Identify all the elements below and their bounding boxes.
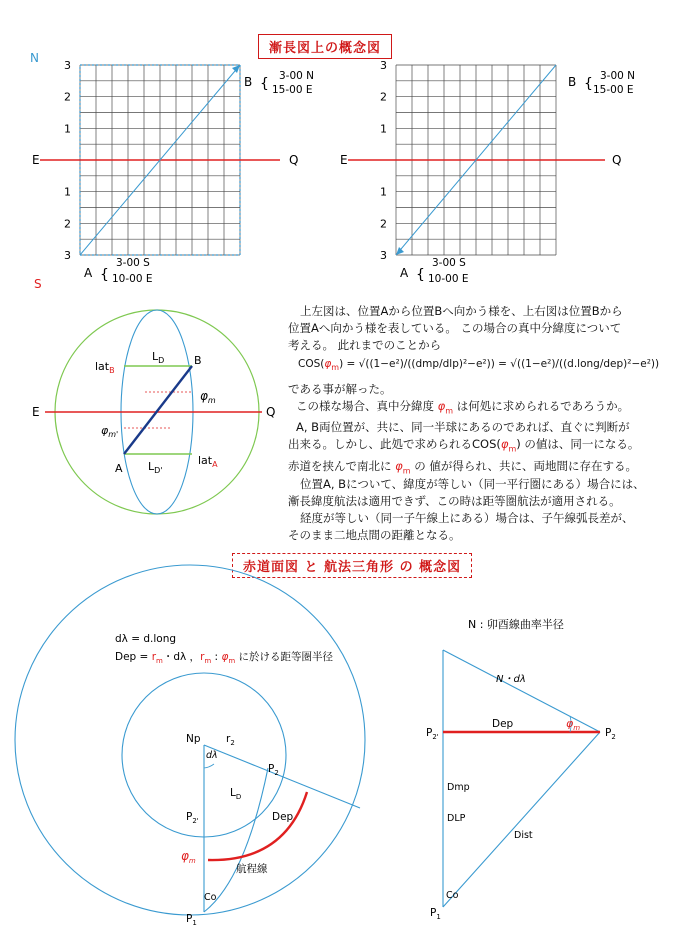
middle-title: 赤道面図 と 航法三角形 の 概念図 [232,553,472,578]
right-q-label: Q [612,153,622,167]
sphere-q-label: Q [266,405,276,419]
sphere-phi-m-prime: $\varphi_{m'}$ [101,424,119,439]
para1-line2: 位置Aへ向かう様を表している。 この場合の真中分緯度について [288,321,622,335]
para2-line2: この様な場合、真中分緯度 $\varphi_m$ は何処に求められるであろうか。 [296,399,630,416]
sphere-lat-b: lat$_B$ [95,360,115,375]
triangle-phi-label: $\varphi_m$ [566,717,581,732]
right-grid-y-tick: 3 [380,249,387,262]
para2-line1: である事が解った。 [288,382,392,396]
polar-p1-label: $P_1$ [186,913,197,927]
left-e-label: E [32,153,40,167]
polar-co-label: Co [204,892,217,903]
right-grid-y-tick: 2 [380,217,387,231]
polar-dlambda-arc [204,764,214,768]
para3-line4: そのまま二地点間の距離となる。 [288,528,461,542]
para3-line1: 位置A, Bについて、緯度が等しい（同一平行圏にある）場合には、 [300,477,645,491]
polar-r2-label: $r_2$ [226,733,235,747]
para1-line3: 考える。 此れまでのことから [288,338,442,352]
polar-dep-arc [208,792,307,860]
cos-formula [298,358,659,372]
triangle-dmp-label: Dmp [447,782,470,793]
sphere-b-label: B [194,354,202,367]
triangle-p2prime-label: $P_{2'}$ [426,727,439,741]
explanation-paragraph-2 [288,381,688,479]
polar-np-label: Np [186,733,201,745]
left-grid [30,51,314,291]
triangle-dist-label: Dist [514,830,533,841]
right-a-brace: { [416,267,425,283]
triangle-dlp-label: DLP [447,813,466,824]
triangle-dist-side [443,732,600,907]
right-grid-y-tick: 3 [380,59,387,72]
right-b-lon: 15-00 E [593,84,634,96]
sphere-ld-bottom: $L_{D'}$ [148,460,163,475]
para2-line5: 赤道を挟んで南北に $\varphi_m$ の 値が得られ、共に、両地間に存在する。 [288,458,638,475]
polar-phi-m-label: $\varphi_m$ [181,849,196,865]
right-track-arrow [396,247,404,255]
triangle-top-side [443,650,600,732]
left-s-label: S [34,277,42,291]
left-grid-y-tick: 2 [64,90,71,104]
right-grid [340,59,635,285]
left-a-brace: { [100,267,109,283]
sphere-diagram [32,310,275,514]
left-grid-y-tick: 1 [64,122,71,136]
sphere-phi-m: $\varphi_m$ [200,389,216,405]
polar-dlambda-def: dλ = d.long [115,633,177,645]
left-q-label: Q [289,153,299,167]
polar-dep-def: Dep = $r_m$・dλ ，$r_m$ : $\varphi_m$ に於ける距等圏半径 [115,651,334,665]
right-b-label: B [568,75,577,89]
polar-track-label: 航程線 [236,863,268,875]
para2-line3: A, B両位置が、共に、同一半球にあるのであれば、直ぐに判断が [296,420,630,435]
formula-rest: ) = √((1−e²)/((dmp/dlp)²−e²)) = √((1−e²)/((d.long/dep)²−e²)) [339,358,660,370]
polar-dlambda-label: dλ [206,750,218,761]
right-a-label: A [400,266,409,280]
right-b-lat: 3-00 N [600,70,636,82]
polar-ld-label: $L_D$ [230,787,242,801]
formula-lhs: COS( [298,358,325,370]
left-a-label: A [84,266,93,280]
left-grid-y-tick: 2 [64,217,71,231]
right-grid-y-tick: 1 [380,185,387,199]
right-grid-y-tick: 2 [380,90,387,104]
para1-line1: 上左図は、位置Aから位置Bへ向かう様を、上右図は位置Bから [300,304,623,318]
left-b-label: B [244,75,253,89]
sphere-lat-a: lat$_A$ [198,454,218,469]
triangle-p2-label: $P_2$ [605,727,616,741]
para2-line4: 出来る。しかし、此処で求められる$COS(\varphi_m)$ の値は、同一になる。 [288,437,640,454]
sphere-a-label: A [115,462,123,475]
polar-diagram [15,565,365,927]
triangle-p1-label: $P_1$ [430,907,441,921]
sphere-track-line [124,366,192,454]
triangle-dep-label: Dep [492,718,514,730]
polar-p2prime-label: $P_{2'}$ [186,811,199,825]
polar-p2-label: $P_2$ [268,763,279,777]
triangle-co-label: Co [446,890,459,901]
para3-line2: 漸長緯度航法は適用できず、この時は距等圏航法が適用される。 [288,494,621,508]
sphere-ld-top: $L_D$ [152,350,165,365]
explanation-paragraph-3 [288,476,688,544]
left-b-lon: 15-00 E [272,84,313,96]
right-a-lat: 3-00 S [432,257,466,269]
right-grid-y-tick: 1 [380,122,387,136]
triangle-n-dlambda: N・dλ [496,674,526,685]
polar-dep-label: Dep [272,811,294,823]
right-e-label: E [340,153,348,167]
left-b-lat: 3-00 N [279,70,315,82]
left-a-lon: 10-00 E [112,273,153,285]
right-b-brace: { [584,76,593,92]
polar-rhumb-line [204,768,268,912]
left-a-lat: 3-00 S [116,257,150,269]
polar-meridian-2 [204,745,360,808]
explanation-paragraph-1 [288,303,688,354]
left-b-brace: { [260,76,269,92]
left-grid-y-tick: 3 [64,249,71,262]
right-a-lon: 10-00 E [428,273,469,285]
left-n-label: N [30,51,39,65]
formula-phi: φ [324,358,332,370]
left-track-arrow [232,65,240,73]
left-grid-y-tick: 1 [64,185,71,199]
formula-phi-sub: m [331,363,340,373]
triangle-n-def: N : 卯酉線曲率半径 [468,618,564,631]
sphere-e-label: E [32,405,40,419]
left-grid-y-tick: 3 [64,59,71,72]
top-title: 漸長図上の概念図 [258,34,392,59]
para3-line3: 経度が等しい（同一子午線上にある）場合は、子午線弧長差が、 [300,511,634,525]
navigation-triangle [426,617,616,921]
